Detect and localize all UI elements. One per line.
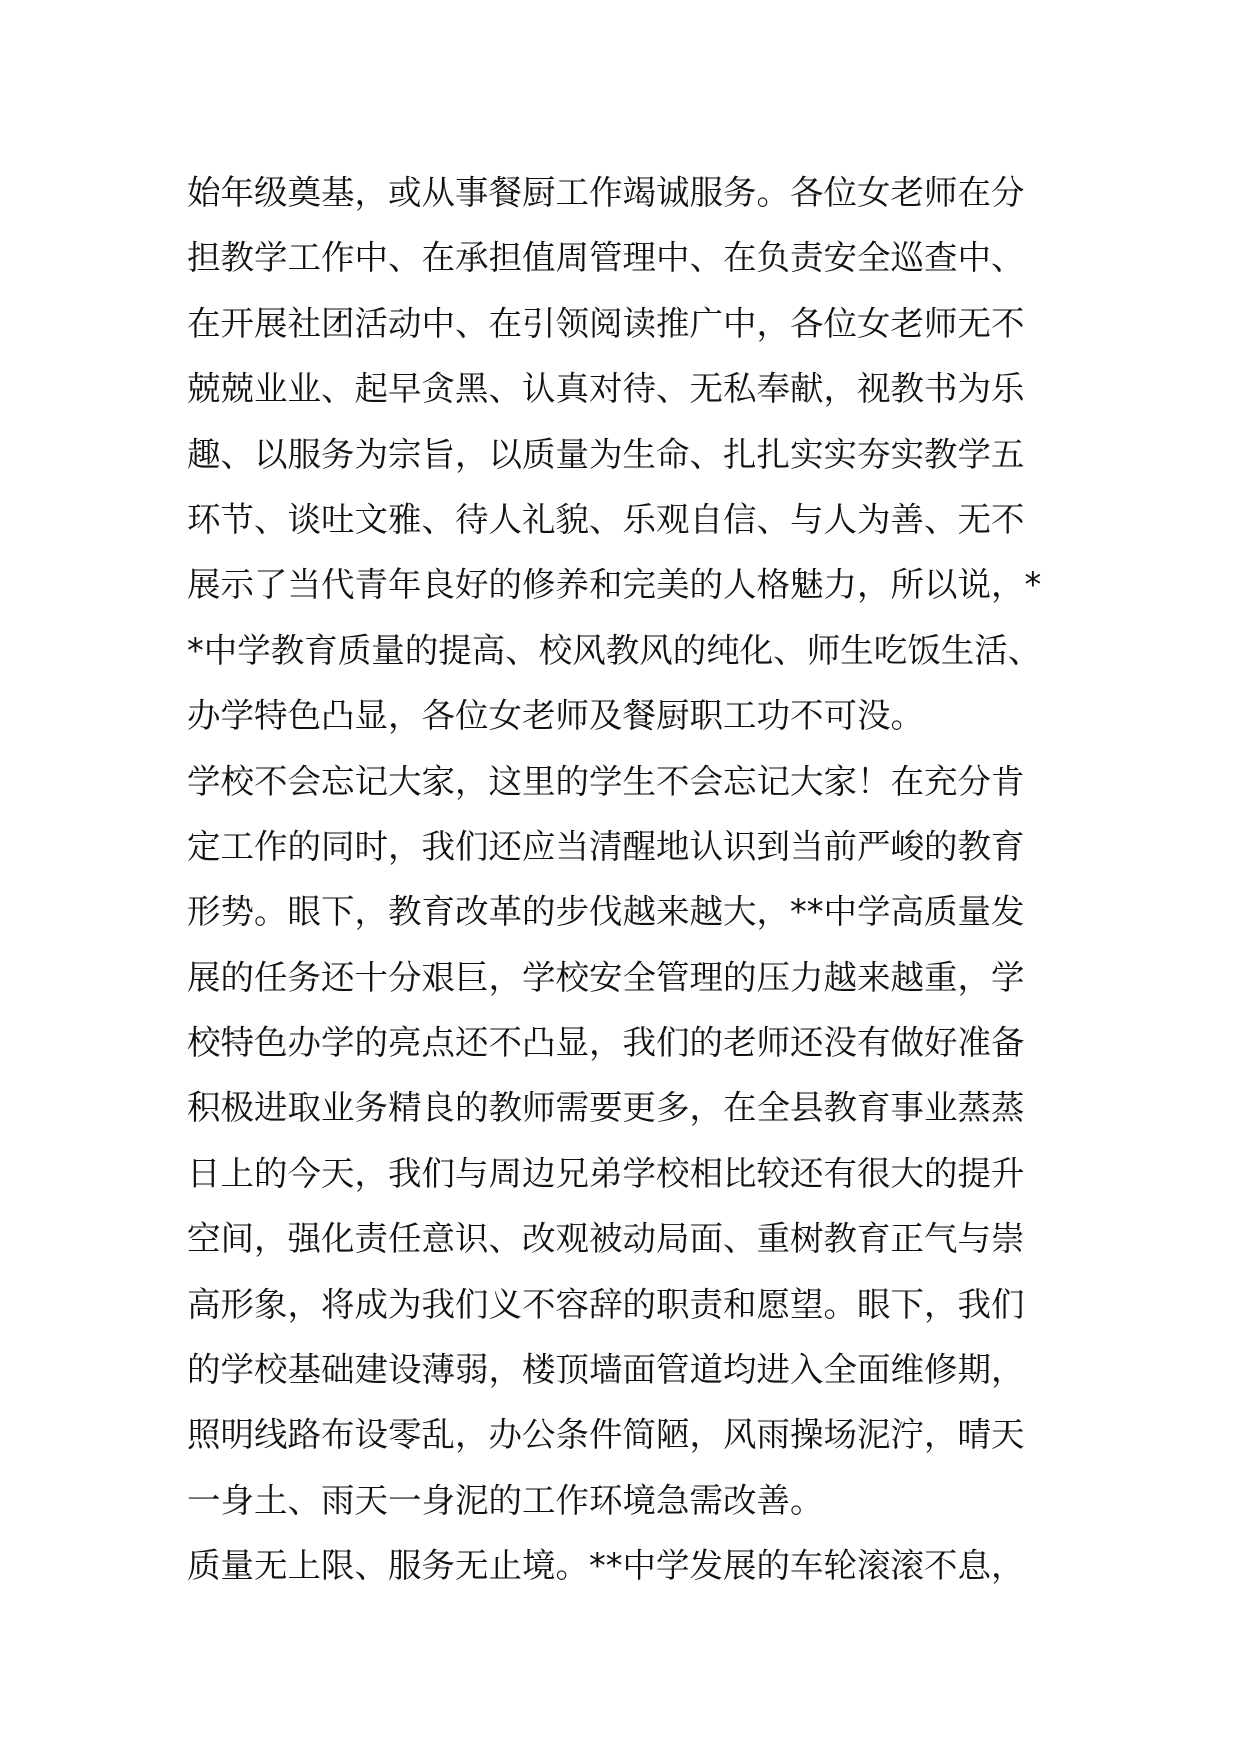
text-line: 高形象，将成为我们义不容辞的职责和愿望。眼下，我们 [187,1284,1025,1324]
text-line: 始年级奠基，或从事餐厨工作竭诚服务。各位女老师在分 [187,173,1025,212]
text-line: 趣、以服务为宗旨，以质量为生命、扎扎实实夯实教学五 [187,434,1025,474]
text-line: 照明线路布设零乱，办公条件简陋，风雨操场泥泞，晴天 [187,1415,1025,1455]
text-line: 兢兢业业、起早贪黑、认真对待、无私奉献，视教书为乐 [187,369,1025,409]
text-line: 定工作的同时，我们还应当清醒地认识到当前严峻的教育 [187,826,1025,866]
text-line: 担教学工作中、在承担值周管理中、在负责安全巡查中、 [187,238,1025,278]
text-line: 的学校基础建设薄弱，楼顶墙面管道均进入全面维修期， [187,1350,1025,1390]
text-line: 展的任务还十分艰巨，学校安全管理的压力越来越重，学 [187,957,1025,997]
text-line: 空间，强化责任意识、改观被动局面、重树教育正气与崇 [187,1219,1025,1259]
text-line: 积极进取业务精良的教师需要更多，在全县教育事业蒸蒸 [187,1088,1025,1128]
text-line: 展示了当代青年良好的修养和完美的人格魅力，所以说，* [187,565,1042,605]
text-line: 学校不会忘记大家，这里的学生不会忘记大家！在充分肯 [187,761,1025,801]
text-line: 环节、谈吐文雅、待人礼貌、乐观自信、与人为善、无不 [187,499,1025,539]
text-line: 日上的今天，我们与周边兄弟学校相比较还有很大的提升 [187,1153,1025,1193]
text-line: *中学教育质量的提高、校风教风的纯化、师生吃饭生活、 [187,630,1042,670]
text-line: 办学特色凸显，各位女老师及餐厨职工功不可没。 [187,696,924,736]
text-line: 形势。眼下，教育改革的步伐越来越大，**中学高质量发 [187,892,1025,932]
text-line: 质量无上限、服务无止境。**中学发展的车轮滚滚不息， [187,1546,1025,1586]
text-line: 在开展社团活动中、在引领阅读推广中，各位女老师无不 [187,303,1025,343]
text-line: 一身土、雨天一身泥的工作环境急需改善。 [187,1480,824,1520]
document-body-text [187,160,1067,1599]
text-line: 校特色办学的亮点还不凸显，我们的老师还没有做好准备 [187,1023,1025,1063]
